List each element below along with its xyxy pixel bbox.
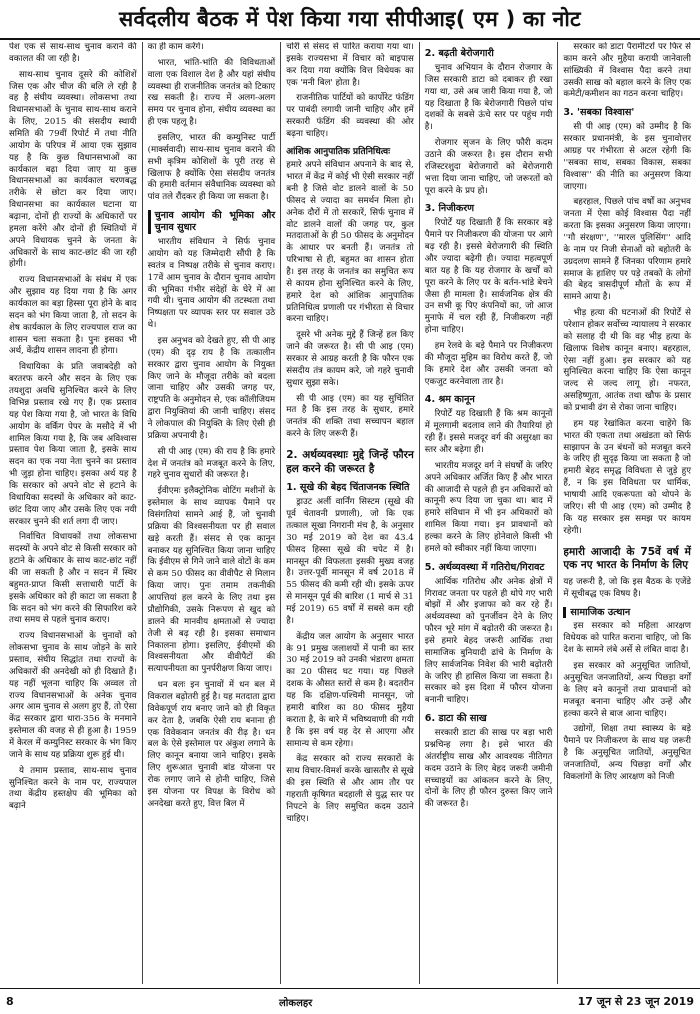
paragraph: हम यह रेखांकित करना चाहेंगे कि भारत की एकता तथा अखंडता को सिर्फ साझापन के उन बंधनों को मजबूत करने के जरिए ही सुदृढ़ किया जा सकता है जो हमारी बेहद समृद्ध विविधता से जुड़े हुए हैं, न कि इस विविधता पर धार्मिक, भाषायी आदि एकरूपता को थोपने के जरिए। सी पी आइ (एम) को उम्मीद है कि यह सरकार इस समझ पर कायम रहेगी। — [563, 418, 691, 536]
publication-name: लोकलहर — [279, 997, 313, 1009]
section-heading: 3. 'सबका विश्वास' — [563, 107, 635, 119]
paragraph: हमारे अपने संविधान अपनाने के बाद से, भारत में केंद्र में कोई भी ऐसी सरकार नहीं बनी है जिसे वोट डालने वालों के 50 फीसद से ज्यादा का समर्थन मिला हो। अनेक दौरों में तो सरकारें, सिर्फ चुनाव में वोट डालने वालों की जगह पर, कुल मतदाताओं के ही 50 फीसद के अनुमोदन के आधार पर बनती हैं। जनतंत्र तो परिभाषा से ही, बहुमत का शासन होता है। इस तरह के जनतंत्र का समुचित रूप से कायम होना सुनिश्चित करने के लिए, हमारे देश को आंशिक आनुपातिक प्रतिनिधित्व प्रणाली पर गंभीरता से विचार करना चाहिए। — [286, 160, 414, 325]
paragraph: सी पी आइ (एम) की राय है कि हमारे देश में जनतंत्र को मजबूत करने के लिए, गहरे चुनाव सुधारों की जरूरत है। — [147, 446, 276, 481]
section-heading: 6. डाटा की साख — [424, 713, 487, 725]
major-section-heading: 2. अर्थव्यवस्थाः मुद्दे जिन्हें फौरन हल करने की जरूरत है — [286, 449, 414, 475]
paragraph: भारतीय मजदूर वर्ग ने संघर्षों के जरिए अपने अधिकार अर्जित किए हैं और भारत की आजादी से पहले ही इन अधिकारों को कानूनी रूप दिया जा चुका था। बाद में हमारे संविधान में भी इन अधिकारों को शामिल किया गया। इन प्रावधानों को हल्का करने के लिए होनेवाले किसी भी हमले को स्वीकार नहीं किया जाएगा। — [424, 460, 553, 554]
major-section-heading: हमारी आजादी के 75वें वर्ष में एक नए भारत के निर्माण के लिए — [563, 545, 691, 572]
paragraph: रोजगार सृजन के लिए फौरी कदम उठाने की जरूरत है। इस दौरान सभी रजिस्टरशुदा बेरोजगारों को बेरोजगारी भत्ता दिया जाना चाहिए, जो जरूरतों को पूरा करने के प्रप हो। — [424, 138, 553, 196]
paragraph: केंद्रीय जल आयोग के अनुसार भारत के 91 प्रमुख जलाशयों में पानी का स्तर 30 मई 2019 को उनकी भंडारण क्षमता का 20 फीसद घट गया। यह पिछले दशक के औसत स्तरों से कम है। बदतरीन यह कि दक्षिण-पश्चिमी मानसून, जो हमारी बारिश का 80 फीसद मुहैया कराता है, के बारे में भविष्यवाणी की गयी है कि इस वर्ष यह देर से आएगा और सामान्य से कम रहेगा। — [286, 631, 414, 749]
column-1 — [4, 42, 143, 984]
issue-date: 17 जून से 23 जून 2019 — [577, 995, 694, 1008]
paragraph: सी पी आइ (एम) का यह सुचिंतित मत है कि इस तरह के सुधार, हमारे जनतंत्र की शक्ति तथा सच्चापन बहाल करने के लिए जरूरी हैं। — [286, 393, 414, 440]
paragraph: भारत, भांति-भांति की विविधताओं वाला एक विशाल देश है और यहां संघीय व्यवस्था ही राजनीतिक जनतंत्र को टिकाए रख सकती है। राज्य में अलग-अलग समय पर चुनाव होना, संघीय व्यवस्था का ही एक पहलू है। — [147, 57, 276, 128]
paragraph: चोरी से संसद से पारित कराया गया था। इसके राज्यसभा में विचार को बाइपास कर दिया गया क्योंकि वित्त विधेयक का एक 'मनी बिल' होता है। — [286, 42, 414, 88]
section-heading: 3. निजीकरण — [424, 203, 475, 215]
section-heading: चुनाव आयोग की भूमिका और चुनाव सुधार — [148, 210, 276, 234]
paragraph: इसलिए, भारत की कम्युनिस्ट पार्टी (मार्क्सवादी) साथ-साथ चुनाव कराने की सभी कृत्रिम कोशिशों के पूरी तरह से खिलाफ है क्योंकि ऐसा संसदीय जनतंत्र की हमारी वर्तमान संवैधानिक व्यवस्था को पांव तले रौंदकर ही किया जा सकता है। — [147, 133, 276, 203]
paragraph: यह जरूरी है, जो कि इस बैठक के एजेंडे में सूचीबद्ध एक विषय है। — [563, 576, 691, 599]
paragraph: विधायिका के प्रति जवाबदेही को बरतरफ करने और सदन के लिए एक तयशुदा अवधि सुनिश्चित करने के लिए विभिन्न प्रस्ताव रखे गए हैं। एक प्रस्ताव यह पेश किया गया है, जो भारत के विधि आयोग के वर्किंग पेपर के मसौदे में भी शामिल किया गया है, कि जब अविश्वास प्रस्ताव पेश किया जाता है, इसके साथ सदन का एक नया नेता चुनने का प्रस्ताव भी जुड़ा होना चाहिए। इसका अर्थ यह है कि सरकार को अपने वोट से हटाने के विधायिका सदस्यों के अधिकार को काट-छांट दिया जाए और उसके लिए एक नयी सरकार चुनने की शर्त लगा दी जाए। — [9, 362, 137, 527]
paragraph: सरकारी डाटा की साख पर बड़ा भारी प्रश्नचिन्ह लगा है। इसे भारत की अंतर्राष्ट्रीय साख और आवश्यक नीतिगत कदम उठाने के लिए बेहद जरूरी जमीनी सच्चाइयों का आंकलन करने के लिए, दोनों के लिए ही फौरन दुरुस्त किए जाने की जरूरत है। — [424, 728, 553, 810]
paragraph: सी पी आइ (एम) को उम्मीद है कि सरकार प्रधानमंत्री, के इस चुनावोत्तर आग्रह पर गंभीरता से अटल रहेगी कि ''सबका साथ, सबका विकास, सबका विश्वास'' की नीति का अनुसरण किया जाएगा। — [563, 122, 691, 192]
column-4 — [420, 42, 559, 984]
paragraph: भीड़ हत्या की घटनाओं की रिपोर्टें से परेशान होकर सर्वोच्च न्यायालय ने सरकार को सलाह दी थी कि वह भीड़ हत्या के खिलाफ विशेष कानून बनाए। बहरहाल, ऐसा नहीं हुआ। इस सरकार को यह सुनिश्चित करना चाहिए कि ऐसा कानून जल्द से जल्द लागू हो। नफरत, असहिष्णुता, आतंक तथा खौफ के प्रसार को प्रभावी ढंग से रोका जाना चाहिए। — [563, 308, 691, 414]
paragraph: ईवीएमः इलैक्ट्रोनिक वोटिंग मशीनों के इस्तेमाल के साथ व्यापक पैमाने पर विसंगतियां सामने आई हैं, जो चुनावी प्रक्रिया की विश्वसनीयता पर ही सवाल खड़े करती हैं। संसद से एक कानून बनाकर यह सुनिश्चित किया जाना चाहिए कि ईवीएम से गिने जाने वाले वोटों के कम से कम 50 फीसद का वीवीपैट से मिलान किया जाए। पुनः तमाम तकनीकी आपत्तियां हल करने के लिए तथा इस प्रौद्योगिकी, उसके निरूपण से खुद को डालने की मानवीय क्षमताओं से ज्यादा तेजी से बढ़ रही है। इसका समाधान निकालना होगा। इसलिए, ईवीएमों की विश्वसनीयता और वीवीपैटों की सत्यापनीयता का पुनर्परीक्षण किया जाए। — [147, 486, 276, 675]
subsection-heading: आंशिक आनुपातिक प्रतिनिधित्वः — [286, 146, 391, 157]
paragraph: राज्य विधानसभाओं के संबंध में एक और सुझाव यह दिया गया है कि अगर कार्यकाल का बड़ा हिस्सा पूरा होने के बाद सदन को भंग किया जाता है, तो सदन के शेष कार्यकाल के लिए राज्यपाल राज का शासन चला सकता है। पुनः इसका भी अर्थ, केंद्रीय शासन लादना ही होगा। — [9, 275, 137, 357]
paragraph: इस सरकार को अनुसूचित जातियों, अनुसूचित जनजातियों, अन्य पिछड़ा वर्गों के लिए बने कानूनों तथा प्रावधानों को मजबूत बनाना चाहिए और उन्हें और हल्का करने से बाज आना चाहिए। — [563, 661, 691, 719]
paragraph: रिपोर्टें यह दिखाती हैं कि सरकार बड़े पैमाने पर निजीकरण की योजना पर आगे बढ़ रही है। इससे बेरोजगारी की स्थिति और ज्यादा बढ़ेगी ही। ज्यादा महत्वपूर्ण बात यह है कि यह रोजगार के खर्चों को पूरा करने के लिए पर के बर्तन-भांडे बेचने जैसा ही मामला है। सार्वजनिक क्षेत्र की उन सभी कू पिए कंपनियों का, जो आज मुनाफे में चल रही हैं, निजीकरण नहीं होना चाहिए। — [424, 218, 553, 336]
paragraph: चुनाव अभियान के दौरान रोजगार के जिस सरकारी डाटा को दबाकर ही रखा गया था, उसे अब जारी किया गया है, जो यह दिखाता है कि बेरोजगारी पिछले पांच दशकों के सबसे ऊंचे स्तर पर पहुंच गयी है। — [424, 62, 553, 133]
column-2 — [143, 42, 282, 984]
paragraph: केंद्र सरकार को राज्य सरकारों के साथ विचार-विमर्श करके खासतौर से सूखे की इस स्थिति से और आम तौर पर गहराती कृषिगत बदहाली से युद्ध स्तर पर निपटने के लिए समुचित कदम उठाने चाहिए। — [286, 754, 414, 824]
paragraph: धन बलः इन चुनावों में धन बल में विकराल बढ़ोतरी हुई है। यह मतदाता द्वारा विवेकपूर्ण राय बनाए जाने को ही विकृत कर देता है, जबकि ऐसी राय बनाना ही एक विवेकवान जनतंत्र की रीढ़ है। धन बल के ऐसे इस्तेमाल पर अंकुश लगाने के लिए कानून बनाया जाने चाहिए। इसके लिए शुरूआत चुनावी बांड योजना पर रोक लगाए जाने से होनी चाहिए, जिसे इस योजना पर विपक्ष के विरोध को अनदेखा करते हुए, वित्त बिल में — [147, 680, 276, 809]
paragraph: पेश एक से साथ-साथ चुनाव कराने की वकालत की जा रही है। — [9, 42, 137, 64]
page-headline: सर्वदलीय बैठक में पेश किया गया सीपीआइ( एम ) का नोट — [0, 0, 700, 40]
paragraph: आर्थिक गतिरोध और अनेक क्षेत्रों में गिरावट जनता पर पहले ही थोपे गए भारी बोझों में और इजाफा को कर रहे हैं। अर्थव्यवस्था को पुनर्जीवन देने के लिए फौरन भूरे मांग में बढ़ोतरी की जरूरत है। इसे हमारे बेहद जरूरी आर्थिक तथा सामाजिक बुनियादी ढांचे के निर्माण के लिए सार्वजनिक निवेश की भारी बढ़ोतरी के जरिए ही हासिल किया जा सकता है। सरकार को इस दिशा में फौरन योजना बनानी चाहिए। — [424, 576, 553, 706]
section-heading: 5. अर्थव्यवस्था में गतिरोध/गिरावट — [424, 561, 545, 573]
paragraph: का ही काम करेंगे। — [147, 42, 204, 52]
section-heading: सामाजिक उत्थान — [563, 607, 691, 619]
paragraph: राजनीतिक पार्टियों को कार्पोरेट फंडिंग पर पाबंदी लगायी जानी चाहिए और हमें सरकारी फंडिंग की व्यवस्था की ओर बढ़ना चाहिए। — [286, 93, 414, 140]
paragraph: ड्राउट अर्ली वार्निंग सिस्टम (सूखे की पूर्व चेतावनी प्रणाली), जो कि एक तत्काल सूखा निगरानी मंच है, के अनुसार 30 मई 2019 को देश का 43.4 फीसद हिस्सा सूखे की चपेट में है। मानसून की विफलता इसकी मुख्य वजह है। उत्तर-पूर्वी मानसून में वर्ष 2018 में 55 फीसद की कमी रही थी। इसके ऊपर से मानसून पूर्व की बारिश (1 मार्च से 31 मई 2019) 65 वर्षों में सबसे कम रही है। — [286, 497, 414, 626]
paragraph: रिपोर्टें यह दिखाती हैं कि श्रम कानूनों में मूलगामी बदलाव लाने की तैयारियां हो रही हैं। इससे मजदूर वर्ग की असुरक्षा का स्तर और बढ़ेगा ही। — [424, 409, 553, 456]
paragraph: दूसरे भी अनेक मुद्दे हैं जिन्हें हल किए जाने की जरूरत है। सी पी आइ (एम) सरकार से आग्रह करती है कि फौरन एक संसदीय तंत्र कायम करे, जो गहरे चुनावी सुधार सुझा सके। — [286, 330, 414, 388]
paragraph: इस अनुभव को देखते हुए, सी पी आइ (एम) की दृढ़ राय है कि तत्कालीन सरकार द्वारा चुनाव आयोग के नियुक्त किए जाने के मौजूदा तरीके को बदला जाना चाहिए और उसकी जगह पर, राष्ट्रपति के अनुमोदन से, एक कॉलीजियम द्वारा नियुक्तियां की जानी चाहिए। संसद ने लोकपाल की नियुक्ति के लिए ऐसी ही प्रक्रिया अपनायी है। — [147, 336, 276, 441]
paragraph: बहरहाल, पिछले पांच वर्षों का अनुभव जनता में ऐसा कोई विश्वास पैदा नहीं करता कि इसका अनुसरण किया जाएगा। ''गौ संरक्षण'', ''मारल पुलिसिंग'' आदि के नाम पर निजी सेनाओं को बहोतरी के उग्रदलण सामने हैं जिनका परिणाम हमारे समाज के हाशिए पर पड़े तबकों के लोगों की बेहद त्रासदीपूर्ण मौतों के रूप में सामने आया है। — [563, 197, 691, 303]
paragraph: हम रेलवे के बड़े पैमाने पर निजीकरण की मौजूदा मुहिम का विरोध करते हैं, जो कि हमारे देश और उसकी जनता को एकजुट करनेवाला तार है। — [424, 341, 553, 387]
section-heading: 4. श्रम कानून — [424, 394, 475, 406]
paragraph: इस सरकार को महिला आरक्षण विधेयक को पारित कराना चाहिए, जो कि देश के सामने लंबे अर्से से लंबित वादा है। — [563, 621, 691, 656]
paragraph: साथ-साथ चुनाव दूसरे की कोशिशें जिस एक और चीज की बलि ले रही है वह है संघीय व्यवस्था। लोकसभा तथा विधानसभाओं के चुनाव साथ-साथ कराने के लिए, 2015 की संसदीय स्थायी समिति की 79वीं रिपोर्ट में तथा नीति आयोग के परिपत्र में आया एक सुझाव यह है कि कुछ विधानसभाओं का कार्यकाल बढ़ा दिया जाए या कुछ विधानसभाओं का कार्यकाल चरणबद्ध तरीके से छोटा कर दिया जाए। विधानसभा का कार्यकाल घटाना या बढ़ाना, दोनों ही राज्यों के अधिकारों पर हमला करेंगे और दोनों ही स्थितियों में अपने विधायक चुनने के जनता के अधिकारों के साथ काट-छांट की जा रही होगी। — [9, 69, 137, 270]
column-3 — [281, 42, 420, 984]
paragraph: उद्योगों, शिक्षा तथा स्वास्थ्य के बड़े पैमाने पर निजीकरण के साथ यह जरूरी है कि अनुसूचित जातियों, अनुसूचित जनजातियों, अन्य पिछड़ा वर्गों और विकलांगों के लिए आरक्षण को निजी — [563, 724, 691, 782]
article-columns — [4, 42, 696, 984]
paragraph: सरकार को डाटा पैरामीटरों पर फिर से काम करने और मुहैया करायी जानेवाली सांख्यिकी में विश्वास पैदा करने तथा उसकी साख को बहाल करने के लिए एक कमेटी/कमीशन का गठन करना चाहिए। — [563, 42, 691, 100]
page-number: 8 — [6, 995, 14, 1008]
paragraph: भारतीय संविधान ने सिर्फ चुनाव आयोग को यह जिम्मेदारी सौंपी है कि स्वतंत्र व निष्पक्ष तरीके से चुनाव कराए। 17वें आम चुनाव के दौरान चुनाव आयोग की भूमिका गंभीर संदेहों के घेरे में आ गयी थी। चुनाव आयोग की तटस्थता तथा निष्पक्षता पर व्यापक स्तर पर सवाल उठे थे। — [147, 237, 276, 331]
paragraph: ये तमाम प्रस्ताव, साथ-साथ चुनाव सुनिश्चित करने के नाम पर, राज्यपाल तथा केंद्रीय हस्तक्षेप की भूमिका को बढ़ाने — [9, 765, 137, 812]
paragraph: निर्वाचित विधायकों तथा लोकसभा सदस्यों के अपने वोट से किसी सरकार को हटाने के अधिकार के साथ काट-छांट नहीं की जा सकती है और न सदन में स्थिर बहुमत-प्राप्त किसी सत्ताधारी पार्टी के इसके अधिकार को ही काटा जा सकता है कि सदन को भंग करने की सिफारिश करे तथा समय से पहले चुनाव कराए। — [9, 532, 137, 626]
column-5 — [558, 42, 696, 984]
section-heading: 1. सूखे की बेहद चिंताजनक स्थिति — [286, 482, 410, 494]
page-footer — [0, 988, 700, 1014]
section-heading: 2. बढ़ती बेरोजगारी — [424, 48, 494, 59]
paragraph: राज्य विधानसभाओं के चुनावों को लोकसभा चुनाव के साथ जोड़ने के सारे प्रस्ताव, संघीय सिद्धांत तथा राज्यों के अधिकारों की अनदेखी को ही दिखाते हैं। यह नहीं भूलना चाहिए कि अव्वल तो राज्य विधानसभाओं के अनेक चुनाव अगर आम चुनाव से अलग हुए हैं, तो ऐसा केंद्र सरकार द्वारा धारा-356 के मनमाने इस्तेमाल की वजह से ही हुआ है। 1959 में केरल में कम्युनिस्ट सरकार के भंग किए जाने के साथ यह प्रक्रिया शुरू हुई थी। — [9, 631, 137, 760]
